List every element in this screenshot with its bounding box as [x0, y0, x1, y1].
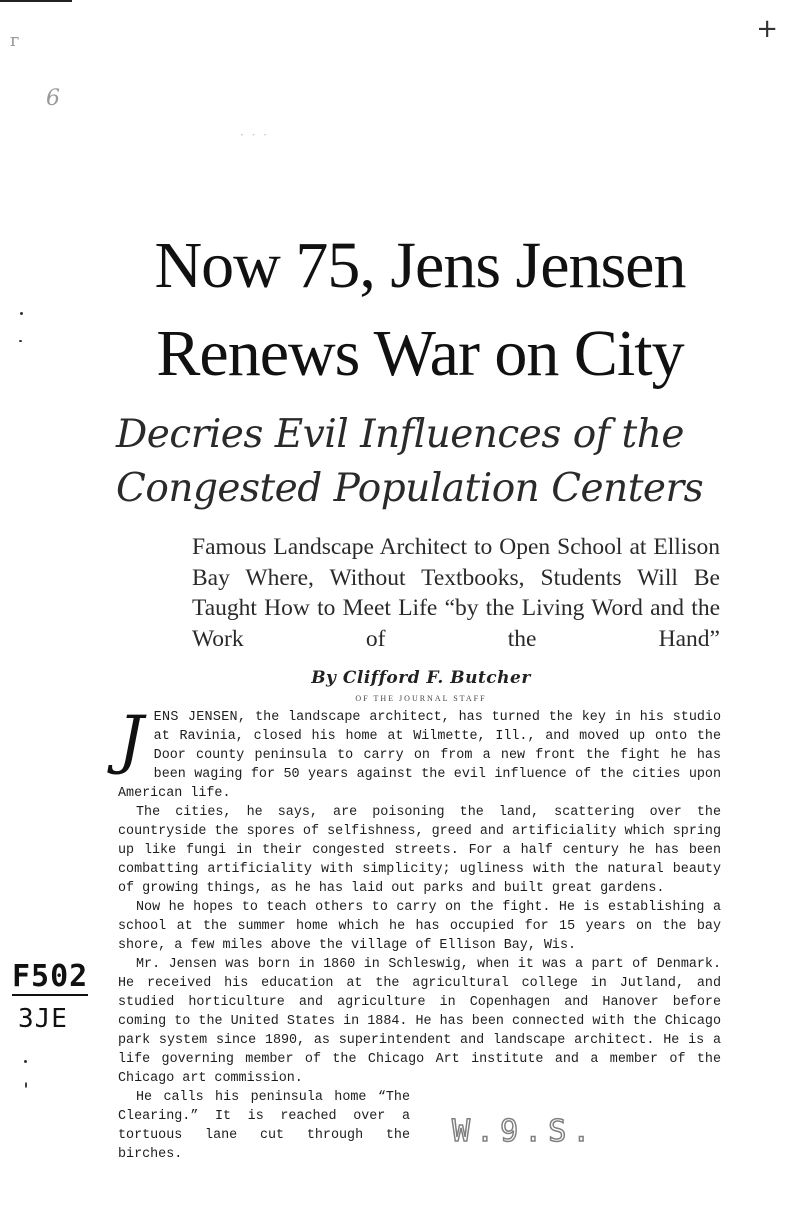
- subhead-line-2: Congested Population Centers: [116, 466, 704, 511]
- speck: [24, 1060, 27, 1063]
- headline-line-1: Now 75, Jens Jensen: [154, 229, 686, 302]
- speck: [25, 1082, 27, 1088]
- lead-name: ENS JENSEN,: [153, 710, 247, 725]
- drop-cap: J: [118, 703, 144, 777]
- speck: [19, 340, 22, 342]
- byline: By Clifford F. Butcher: [311, 668, 531, 688]
- speck: [20, 312, 23, 315]
- perforated-stamp: W.9.S.: [452, 1114, 597, 1149]
- deck-summary: Famous Landscape Architect to Open School at Ellison Bay Where, Without Textbooks, Students Will Be Taught How to Meet Life “by the Living Word and the Work of the Hand”: [192, 534, 720, 652]
- file-code-stamp: F502: [12, 959, 89, 994]
- subheadline: [116, 408, 716, 516]
- paragraph-5: He calls his peninsula home “The Clearing.” It is reached over a tortuous lane cut through the birches.: [118, 1090, 410, 1162]
- top-rule: [0, 0, 72, 2]
- paragraph-2: The cities, he says, are poisoning the land, scattering over the countryside the spores of selfishness, greed and artificiality which spring up like fungi in their congested streets. For a half century he has been combatting artificiality with simplicity; ugliness with the natural beauty of growing things, as he has laid out parks and built great gardens.: [118, 805, 721, 896]
- article-body: [118, 703, 721, 1164]
- byline-staff: OF THE JOURNAL STAFF: [355, 694, 487, 703]
- subhead-line-1: Decries Evil Influences of the: [116, 412, 684, 457]
- pencil-mark-6: 6: [46, 86, 60, 111]
- file-code-stamp-2: 3JE: [18, 1004, 68, 1034]
- paragraph-3: Now he hopes to teach others to carry on the fight. He is establishing a school at the summer home which he has occupied for 15 years on the bay shore, a few miles above the village of Ellison Bay, Wis.: [118, 900, 721, 953]
- pencil-mark-1: ᴦ: [10, 30, 20, 51]
- paragraph-4: Mr. Jensen was born in 1860 in Schleswig, when it was a part of Denmark. He received his education at the agricultural college in Jutland, and studied horticulture and agriculture in Copenhagen and Hanover before coming to the United States in 1884. He has been connected with the Chicago park system since 1890, as superintendent and landscape architect. He is a life governing member of the Chicago Art institute and a member of the Chicago art commission.: [118, 957, 721, 1086]
- headline-line-2: Renews War on City: [156, 317, 684, 390]
- headline: [100, 222, 740, 398]
- corner-plus-mark: +: [756, 14, 778, 44]
- faint-stamp: · · ·: [240, 128, 270, 142]
- paragraph-1: [118, 703, 721, 803]
- paragraph-1-text: the landscape architect, has turned the key in his studio at Ravinia, closed his home at Wilmette, Ill., and moved up onto the Door county peninsula to carry on from a new front the fight he has been waging for 50 years against the evil influence of the cities upon American life.: [118, 710, 721, 801]
